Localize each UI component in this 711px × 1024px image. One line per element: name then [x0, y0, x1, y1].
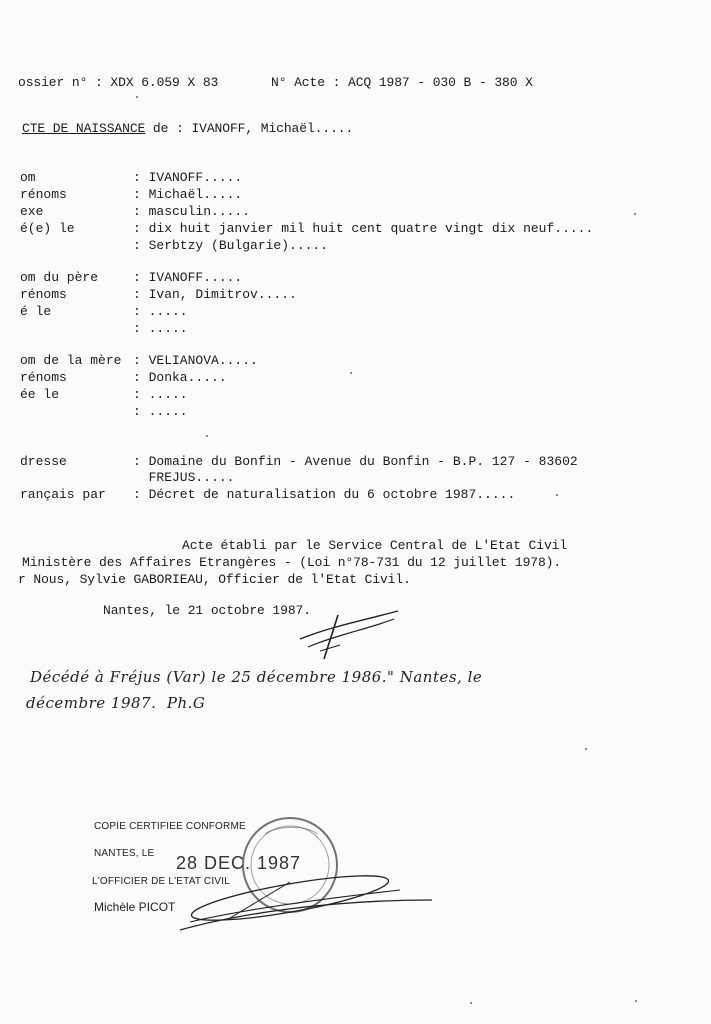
- address-label: dresse: [20, 454, 67, 469]
- scan-speck: [634, 213, 636, 215]
- field-value: : dix huit janvier mil huit cent quatre vingt dix neuf.....: [133, 221, 594, 236]
- field-value: : VELIANOVA.....: [133, 353, 258, 368]
- lower-signature: [170, 860, 440, 940]
- scan-speck: [556, 494, 558, 496]
- field-label: exe: [20, 204, 44, 219]
- stamp-officier: L'OFFICIER DE L'ETAT CIVIL: [92, 876, 230, 887]
- stamp-officer-name: Michèle PICOT: [94, 900, 176, 914]
- field-value: : IVANOFF.....: [133, 170, 243, 185]
- field-value: : .....: [133, 304, 188, 319]
- certification-line-2: Ministère des Affaires Etrangères - (Loi n°78-731 du 12 juillet 1978).: [22, 555, 562, 570]
- field-label: om: [20, 170, 36, 185]
- handwritten-death-note-line-1: Décédé à Fréjus (Var) le 25 décembre 1986." Nantes, le: [30, 668, 483, 686]
- field-label: ée le: [20, 387, 60, 402]
- field-value: : Ivan, Dimitrov.....: [133, 287, 297, 302]
- dossier-number: ossier n° : XDX 6.059 X 83: [18, 75, 219, 90]
- field-value: : IVANOFF.....: [133, 270, 243, 285]
- field-label: om de la mère: [20, 353, 122, 368]
- certification-line-1: Acte établi par le Service Central de L'Etat Civil: [182, 538, 568, 553]
- scan-speck: [470, 1002, 472, 1004]
- field-value: : masculin.....: [133, 204, 251, 219]
- scan-speck: [350, 372, 352, 374]
- naturalisation-value: : Décret de naturalisation du 6 octobre 1987.....: [133, 487, 516, 502]
- field-value: : .....: [133, 387, 188, 402]
- scan-speck: [136, 96, 138, 98]
- field-label: é le: [20, 304, 52, 319]
- field-value: : .....: [133, 404, 188, 419]
- field-label: om du père: [20, 270, 99, 285]
- place-and-date: Nantes, le 21 octobre 1987.: [103, 603, 311, 618]
- field-label: rénoms: [20, 287, 67, 302]
- stamp-nantes-le: NANTES, LE: [94, 848, 155, 859]
- document-title: [22, 121, 353, 137]
- field-label: rénoms: [20, 187, 67, 202]
- certification-line-3: r Nous, Sylvie GABORIEAU, Officier de l'Etat Civil.: [18, 572, 411, 587]
- acte-number: N° Acte : ACQ 1987 - 030 B - 380 X: [271, 75, 533, 90]
- title-subject: de : IVANOFF, Michaël.....: [145, 121, 354, 136]
- address-line-1: : Domaine du Bonfin - Avenue du Bonfin - B.P. 127 - 83602: [133, 454, 578, 469]
- stamp-copie-certifiee: COPIE CERTIFIEE CONFORME: [94, 821, 246, 832]
- field-value: : Michaël.....: [133, 187, 243, 202]
- officer-signature: [290, 605, 410, 665]
- scan-speck: [585, 748, 587, 750]
- field-value: : Serbtzy (Bulgarie).....: [133, 238, 329, 253]
- field-value: : .....: [133, 321, 188, 336]
- scan-speck: [635, 1000, 637, 1002]
- title-underlined-label: CTE DE NAISSANCE: [22, 121, 146, 136]
- naturalisation-label: rançais par: [20, 487, 106, 502]
- field-value: : Donka.....: [133, 370, 227, 385]
- stamp-date: 28 DEC. 1987: [176, 853, 302, 873]
- handwritten-death-note-line-2: décembre 1987. Ph.G: [26, 694, 206, 712]
- scan-speck: [206, 435, 208, 437]
- address-line-2: FREJUS.....: [133, 470, 235, 485]
- field-label: é(e) le: [20, 221, 75, 236]
- field-label: rénoms: [20, 370, 67, 385]
